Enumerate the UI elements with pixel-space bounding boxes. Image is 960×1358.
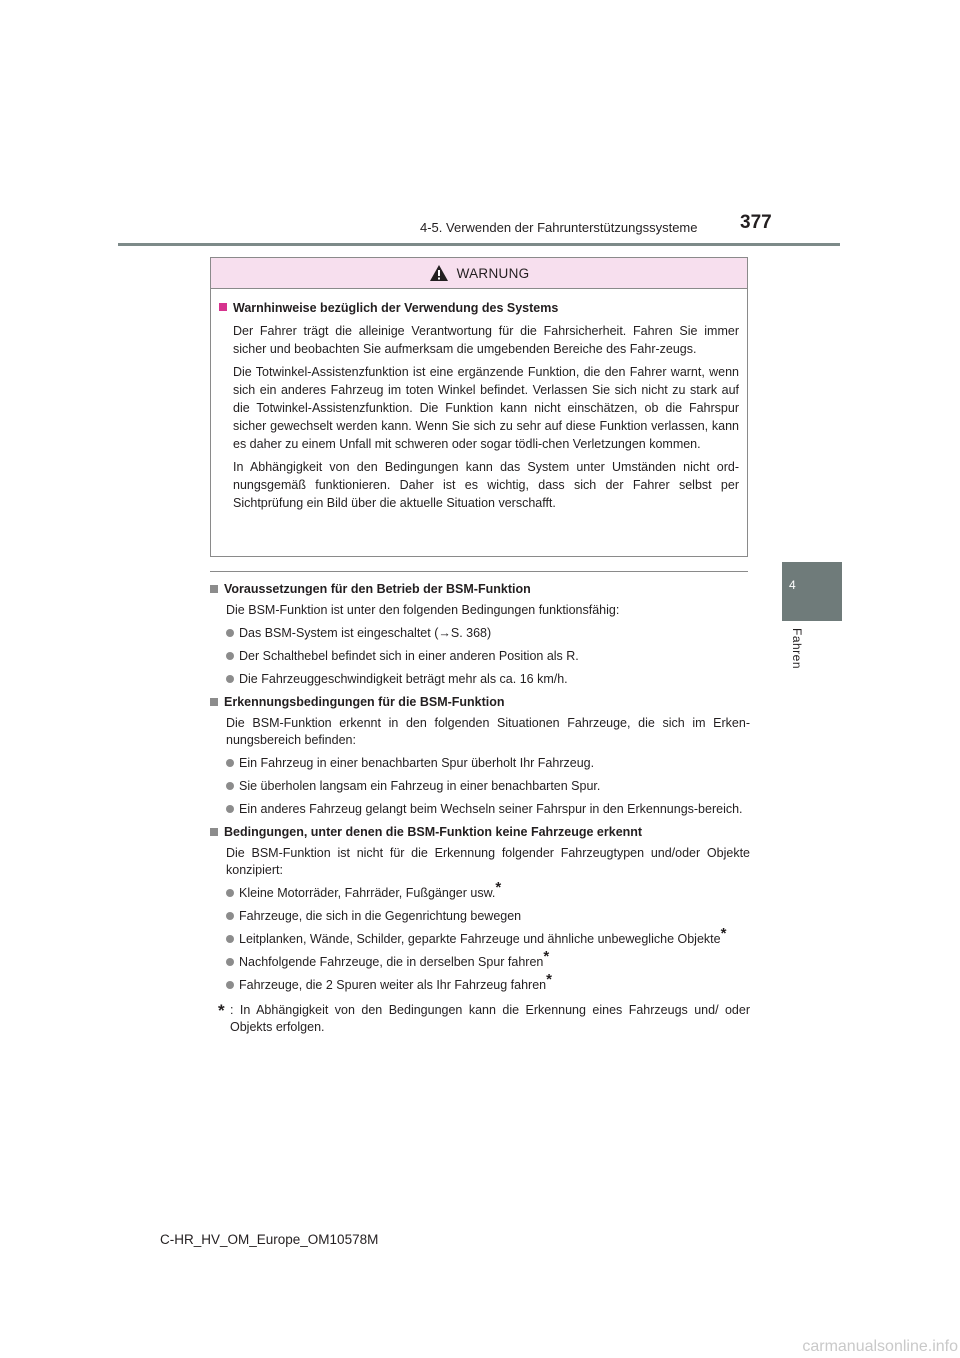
list-item [226, 908, 750, 925]
footnote-asterisk: * [218, 1001, 225, 1020]
warning-heading [219, 299, 739, 317]
asterisk-mark: * [546, 970, 552, 988]
list-item [226, 755, 750, 772]
footnote-text: : In Abhängigkeit von den Bedingungen kann die Erkennung eines Fahrzeugs und/ oder Objekts erfolgen. [230, 1003, 750, 1034]
warning-box [210, 257, 748, 557]
warning-heading-text: Warnhinweise bezüglich der Verwendung des Systems [233, 301, 559, 315]
list-item [226, 801, 750, 818]
list-item-text: Kleine Motorräder, Fahrräder, Fußgänger usw. [239, 886, 496, 900]
list-item [226, 648, 750, 665]
list-item-text: Nachfolgende Fahrzeuge, die in derselben Spur fahren [239, 955, 544, 969]
footer-code: C-HR_HV_OM_Europe_OM10578M [160, 1232, 379, 1247]
bullet-dot-icon [226, 912, 234, 920]
warning-paragraph: Der Fahrer trägt die alleinige Verantwortung für die Fahrsicherheit. Fahren Sie immer sicher und beobachten Sie aufmerksam die umgebenden Bereiche des Fahr-zeugs. [233, 324, 739, 356]
warning-body [211, 289, 747, 512]
main-content [210, 581, 750, 1036]
section-intro: Die BSM-Funktion ist unter den folgenden Bedingungen funktionsfähig: [226, 603, 620, 617]
side-tab-number: 4 [789, 578, 796, 592]
bullet-dot-icon [226, 675, 234, 683]
list-item [226, 671, 750, 688]
asterisk-mark: * [495, 878, 502, 896]
bullet-dot-icon [226, 759, 234, 767]
side-tab-label: Fahren [790, 628, 804, 670]
asterisk-mark: * [720, 924, 727, 942]
list-item-text: Das BSM-System ist eingeschaltet (→S. 368) [239, 626, 492, 640]
list-item [226, 970, 750, 994]
page-number: 377 [740, 212, 772, 233]
section-heading [210, 581, 750, 598]
list-item-text: Fahrzeuge, die sich in die Gegenrichtung bewegen [239, 909, 522, 923]
list-item-text: Leitplanken, Wände, Schilder, geparkte Fahrzeuge und ähnliche unbewegliche Objekte [239, 932, 721, 946]
list-item-text: Fahrzeuge, die 2 Spuren weiter als Ihr Fahrzeug fahren [239, 978, 547, 992]
gray-square-icon [210, 828, 218, 836]
header-rule [118, 243, 840, 246]
list-item [226, 625, 750, 642]
section-heading-text: Erkennungsbedingungen für die BSM-Funktion [224, 695, 505, 709]
bullet-dot-icon [226, 805, 234, 813]
list-item-text: Die Fahrzeuggeschwindigkeit beträgt mehr als ca. 16 km/h. [239, 672, 568, 686]
bullet-dot-icon [226, 935, 234, 943]
asterisk-mark: * [543, 947, 550, 965]
list-item-text: Der Schalthebel befindet sich in einer anderen Position als R. [239, 649, 579, 663]
separator-rule [210, 571, 748, 572]
warning-title: WARNUNG [456, 265, 530, 281]
section-heading [210, 694, 750, 711]
bullet-dot-icon [226, 958, 234, 966]
gray-square-icon [210, 585, 218, 593]
list-item [226, 878, 750, 902]
list-item-text: Sie überholen langsam ein Fahrzeug in einer benachbarten Spur. [239, 779, 601, 793]
section-heading [210, 824, 750, 841]
section-heading-text: Voraussetzungen für den Betrieb der BSM-Funktion [224, 582, 531, 596]
list-item-text: Ein Fahrzeug in einer benachbarten Spur überholt Ihr Fahrzeug. [239, 756, 595, 770]
warning-paragraph: In Abhängigkeit von den Bedingungen kann das System unter Umständen nicht ord-nungsgemäß funktionieren. Daher ist es wichtig, dass sich der Fahrer selbst per Sichtprüfung ein Bild über die aktuelle Situation verschafft. [233, 460, 739, 510]
pink-square-icon [219, 303, 227, 311]
list-item [226, 778, 750, 795]
section-intro: Die BSM-Funktion ist nicht für die Erkennung folgender Fahrzeugtypen und/oder Objekte konzipiert: [226, 846, 750, 877]
list-item [226, 947, 750, 971]
gray-square-icon [210, 698, 218, 706]
bullet-dot-icon [226, 629, 234, 637]
warning-header [211, 258, 747, 289]
bullet-dot-icon [226, 981, 234, 989]
list-item [226, 924, 750, 948]
section-intro: Die BSM-Funktion erkennt in den folgenden Situationen Fahrzeuge, die sich im Erken-nungsbereich befinden: [226, 716, 750, 747]
footnote [218, 1002, 750, 1036]
watermark: carmanualsonline.info [802, 1338, 958, 1355]
bullet-dot-icon [226, 652, 234, 660]
warning-triangle-icon [429, 264, 449, 282]
warning-paragraph: Die Totwinkel-Assistenzfunktion ist eine ergänzende Funktion, die den Fahrer warnt, wenn sich ein anderes Fahrzeug im toten Winkel befindet. Verlassen Sie sich nicht zu stark auf die Totwinkel-Assistenzfunktion. Die Funktion kann nicht einschätzen, ob die Fahrspur sicher gewechselt werden kann. Wenn Sie sich zu sehr auf diese Funktion verlassen, kann es daher zu einem Unfall mit schweren oder sogar tödli-chen Verletzungen kommen. [233, 365, 739, 451]
header-section: 4-5. Verwenden der Fahrunterstützungssysteme [420, 220, 698, 235]
list-item-text: Ein anderes Fahrzeug gelangt beim Wechseln seiner Fahrspur in den Erkennungs-bereich. [239, 802, 743, 816]
bullet-dot-icon [226, 782, 234, 790]
section-heading-text: Bedingungen, unter denen die BSM-Funktion keine Fahrzeuge erkennt [224, 825, 643, 839]
bullet-dot-icon [226, 889, 234, 897]
